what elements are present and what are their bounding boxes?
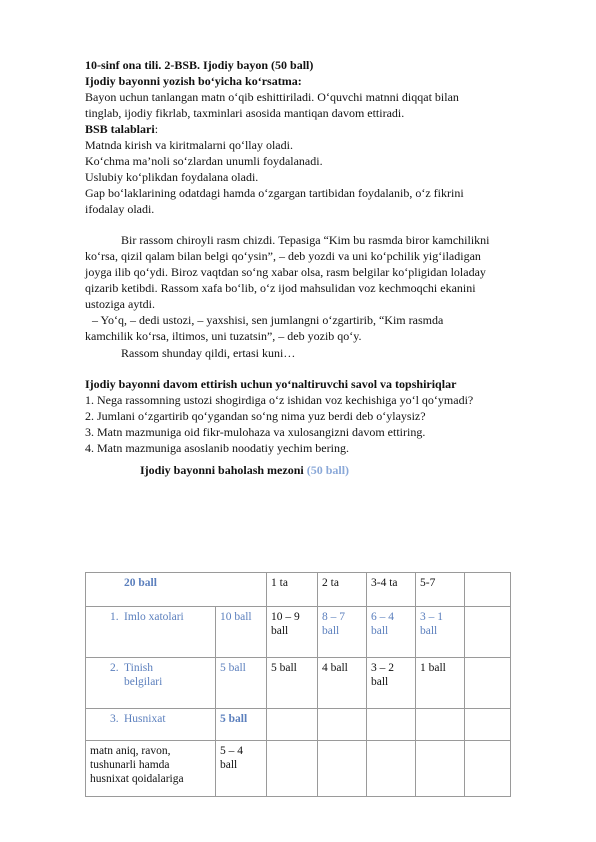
criterion-cell	[86, 607, 216, 658]
requirement-item: Uslubiy ko‘plikdan foydalana oladi.	[85, 170, 259, 184]
tasks-heading: Ijodiy bayonni davom ettirish uchun yo‘naltiruvchi savol va topshiriqlar	[85, 377, 457, 391]
criterion-name: Tinish belgilari	[124, 662, 163, 688]
rubric-heading-points: (50 ball)	[306, 463, 350, 477]
requirements-colon: :	[154, 122, 159, 136]
description-cell: matn aniq, ravon, tushunarli hamda husnixat qoidalariga	[86, 741, 216, 797]
score-cell: 4 ball	[318, 658, 367, 709]
story-line: qizarib ketibdi. Rassom xafa bo‘lib, o‘z ijod mahsulidan voz kechmoqchi ekanini	[85, 281, 476, 295]
requirement-item: ifodalay oladi.	[85, 202, 155, 216]
count-header: 2 ta	[318, 573, 367, 607]
task-item: 1. Nega rassomning ustozi shogirdiga o‘z ishidan voz kechishiga yo‘l qo‘ymadi?	[85, 393, 474, 407]
table-row	[86, 709, 511, 741]
count-header: 3-4 ta	[367, 573, 416, 607]
rubric-heading-text: Ijodiy bayonni baholash mezoni	[140, 463, 304, 477]
requirement-item: Gap bo‘laklarining odatdagi hamda o‘zgargan tartibidan foydalanib, o‘z fikrini	[85, 186, 464, 200]
criterion-name: Husnixat	[124, 713, 166, 725]
table-row	[86, 741, 511, 797]
criterion-cell	[86, 658, 216, 709]
story-line: kamchilik ko‘rsa, iltimos, uni tuzatsin”, – deb yozib qo‘y.	[85, 329, 362, 343]
task-item: 2. Jumlani o‘zgartirib qo‘ygandan so‘ng nima yuz berdi deb o‘ylaysiz?	[85, 409, 426, 423]
empty-cell	[465, 658, 511, 709]
criterion-points: 5 ball	[216, 709, 267, 741]
empty-cell	[267, 741, 318, 797]
empty-cell	[465, 741, 511, 797]
empty-cell	[465, 607, 511, 658]
criterion-number: 1.	[110, 611, 119, 623]
table-row	[86, 658, 511, 709]
criterion-points: 10 ball	[216, 607, 267, 658]
empty-cell	[465, 709, 511, 741]
criterion-number: 3.	[110, 713, 119, 725]
empty-cell	[367, 741, 416, 797]
story-line: Bir rassom chiroyli rasm chizdi. Tepasiga “Kim bu rasmda biror kamchilikni	[121, 233, 490, 247]
intro-line-1: Bayon uchun tanlangan matn o‘qib eshittiriladi. O‘quvchi matnni diqqat bilan	[85, 90, 459, 104]
score-value: 6 – 4 ball	[371, 611, 394, 637]
requirement-item: Matnda kirish va kiritmalarni qo‘llay oladi.	[85, 138, 293, 152]
rubric-table	[85, 572, 511, 797]
empty-cell	[267, 709, 318, 741]
requirements-label: BSB talablari	[85, 122, 155, 136]
score-cell: 3 – 2 ball	[367, 658, 416, 709]
task-item: 3. Matn mazmuniga oid fikr-mulohaza va xulosangizni davom ettiring.	[85, 425, 426, 439]
count-header: 1 ta	[267, 573, 318, 607]
requirements-heading	[85, 122, 158, 137]
table-row	[86, 607, 511, 658]
table-row	[86, 573, 511, 607]
score-cell	[367, 607, 416, 658]
story-line: – Yo‘q, – dedi ustozi, – yaxshisi, sen jumlangni o‘zgartirib, “Kim rasmda	[92, 313, 444, 327]
story-line: ko‘rsa, qizil qalam bilan belgi qo‘ysin”, – deb yozdi va uni ko‘pchilik yig‘iladigan	[85, 249, 481, 263]
criterion-number: 2.	[110, 662, 119, 674]
score-cell: 1 ball	[416, 658, 465, 709]
requirement-item: Ko‘chma ma’noli so‘zlardan unumli foydalanadi.	[85, 154, 323, 168]
empty-cell	[416, 709, 465, 741]
instructions-heading: Ijodiy bayonni yozish bo‘yicha ko‘rsatma:	[85, 74, 302, 88]
empty-cell	[318, 709, 367, 741]
score-cell: 5 ball	[267, 658, 318, 709]
story-line: joyga ilib qo‘ydi. Biroz vaqtdan so‘ng xabar olsa, rasm belgilar ko‘pligidan loladay	[85, 265, 486, 279]
criterion-points: 5 ball	[216, 658, 267, 709]
description-points: 5 – 4 ball	[216, 741, 267, 797]
score-value: 10 – 9 ball	[271, 611, 300, 637]
total-points-cell: 20 ball	[86, 573, 267, 607]
rubric-heading	[140, 463, 349, 478]
empty-cell	[416, 741, 465, 797]
task-item: 4. Matn mazmuniga asoslanib noodatiy yechim bering.	[85, 441, 349, 455]
criterion-cell	[86, 709, 216, 741]
empty-cell	[465, 573, 511, 607]
count-header: 5-7	[416, 573, 465, 607]
criterion-name: Imlo xatolari	[124, 611, 184, 623]
empty-cell	[367, 709, 416, 741]
score-value: 3 – 1 ball	[420, 611, 443, 637]
story-line: Rassom shunday qildi, ertasi kuni…	[121, 346, 296, 360]
score-cell	[267, 607, 318, 658]
score-value: 8 – 7 ball	[322, 611, 345, 637]
story-line: ustoziga aytdi.	[85, 297, 155, 311]
score-cell	[318, 607, 367, 658]
intro-line-2: tinglab, ijodiy fikrlab, taxminlari asosida mantiqan davom ettiradi.	[85, 106, 405, 120]
score-cell	[416, 607, 465, 658]
document-title: 10-sinf ona tili. 2-BSB. Ijodiy bayon (50 ball)	[85, 58, 314, 72]
empty-cell	[318, 741, 367, 797]
